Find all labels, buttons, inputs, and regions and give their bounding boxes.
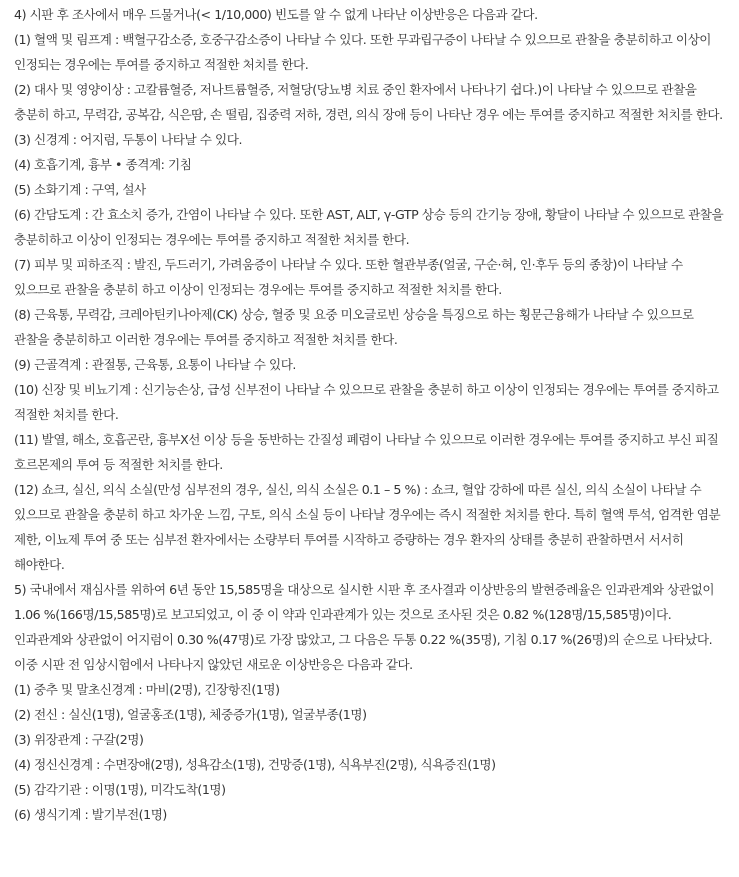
paragraph-item-psychiatric: (4) 정신신경계 : 수면장애(2명), 성욕감소(1명), 건망증(1명), 식욕부진(2명), 식욕증진(1명) bbox=[14, 757, 496, 772]
paragraph-item-rhabdomyolysis: (8) 근육통, 무력감, 크레아틴키나아제(CK) 상승, 혈중 및 요중 미오글로빈 상승을 특징으로 하는 횡문근융해가 나타날 수 있으므로 관찰을 충분히하고 이러한 경우에는 투여를 중지하고 적절한 처치를 한다. bbox=[14, 307, 694, 347]
paragraph-section-5-intro: 5) 국내에서 재심사를 위하여 6년 동안 15,585명을 대상으로 실시한 시판 후 조사결과 이상반응의 발현증례율은 인과관계와 상관없이 1.06 %(166명/15,585명)로 보고되었고, 이 중 이 약과 인과관계가 있는 것으로 조사된 것은 0.82 %(128명/15,585명)이다. 인과관계와 상관없이 어지럼이 0.30 %(47명)로 가장 많았고, 그 다음은 두통 0.22 %(35명), 기침 0.17 %(26명)의 순으로 나타났다. 이중 시판 전 임상시험에서 나타나지 않았던 새로운 이상반응은 다음과 같다. bbox=[14, 582, 715, 672]
paragraph-item-renal: (10) 신장 및 비뇨기계 : 신기능손상, 급성 신부전이 나타날 수 있으므로 관찰을 충분히 하고 이상이 인정되는 경우에는 투여를 중지하고 적절한 처치를 한다. bbox=[14, 382, 719, 422]
paragraph-item-pneumonia: (11) 발열, 해소, 호흡곤란, 흉부X선 이상 등을 동반하는 간질성 폐렴이 나타날 수 있으므로 이러한 경우에는 투여를 중지하고 부신 피질 호르몬제의 투여 등 적절한 처치를 한다. bbox=[14, 432, 719, 472]
paragraph-item-skin: (7) 피부 및 피하조직 : 발진, 두드러기, 가려움증이 나타날 수 있다. 또한 혈관부종(얼굴, 구순·혀, 인·후두 등의 종창)이 나타날 수 있으므로 관찰을 충분히 하고 이상이 인정되는 경우에는 투여를 중지하고 적절한 처치를 한다. bbox=[14, 257, 683, 297]
paragraph-item-digestive: (5) 소화기계 : 구역, 설사 bbox=[14, 182, 146, 197]
paragraph-item-cns-peripheral: (1) 중추 및 말초신경계 : 마비(2명), 긴장항진(1명) bbox=[14, 682, 280, 697]
paragraph-item-musculoskeletal: (9) 근골격계 : 관절통, 근육통, 요통이 나타날 수 있다. bbox=[14, 357, 296, 372]
paragraph-item-sensory: (5) 감각기관 : 이명(1명), 미각도착(1명) bbox=[14, 782, 226, 797]
paragraph-item-gastrointestinal: (3) 위장관계 : 구갈(2명) bbox=[14, 732, 144, 747]
paragraph-item-blood-lymph: (1) 혈액 및 림프계 : 백혈구감소증, 호중구감소증이 나타날 수 있다. 또한 무과립구증이 나타날 수 있으므로 관찰을 충분히하고 이상이 인정되는 경우에는 투여를 중지하고 적절한 처치를 한다. bbox=[14, 32, 712, 72]
paragraph-item-nervous: (3) 신경계 : 어지럼, 두통이 나타날 수 있다. bbox=[14, 132, 242, 147]
paragraph-item-respiratory: (4) 호흡기계, 흉부 • 종격계: 기침 bbox=[14, 157, 192, 172]
paragraph-item-metabolism: (2) 대사 및 영양이상 : 고칼륨혈증, 저나트륨혈증, 저혈당(당뇨병 치료 중인 환자에서 나타나기 쉽다.)이 나타날 수 있으므로 관찰을 충분히 하고, 무력감, 공복감, 식은땀, 손 떨림, 집중력 저하, 경련, 의식 장애 등이 나타난 경우 에는 투여를 중지하고 적절한 처치를 한다. bbox=[14, 82, 723, 122]
paragraph-item-hepatobiliary: (6) 간담도계 : 간 효소치 증가, 간염이 나타날 수 있다. 또한 AST, ALT, γ-GTP 상승 등의 간기능 장애, 황달이 나타날 수 있으므로 관찰을 충분히하고 이상이 인정되는 경우에는 투여를 중지하고 적절한 처치를 한다. bbox=[14, 207, 724, 247]
paragraph-item-shock: (12) 쇼크, 실신, 의식 소실(만성 심부전의 경우, 실신, 의식 소실은 0.1 – 5 %) : 쇼크, 혈압 강하에 따른 실신, 의식 소실이 나타날 수 있으므로 관찰을 충분히 하고 차가운 느낌, 구토, 의식 소실 등이 나타날 경우에는 즉시 적절한 처치를 한다. 특히 혈액 투석, 엄격한 염분 제한, 이뇨제 투여 중 또는 심부전 환자에서는 소량부터 투여를 시작하고 증량하는 경우 환자의 상태를 충분히 관찰하면서 서서히 해야한다. bbox=[14, 482, 721, 572]
paragraph-section-4-intro: 4) 시판 후 조사에서 매우 드물거나(< 1/10,000) 빈도를 알 수 없게 나타난 이상반응은 다음과 같다. bbox=[14, 7, 538, 22]
paragraph-item-reproductive: (6) 생식기계 : 발기부전(1명) bbox=[14, 807, 167, 822]
paragraph-item-general: (2) 전신 : 실신(1명), 얼굴홍조(1명), 체중증가(1명), 얼굴부종(1명) bbox=[14, 707, 367, 722]
